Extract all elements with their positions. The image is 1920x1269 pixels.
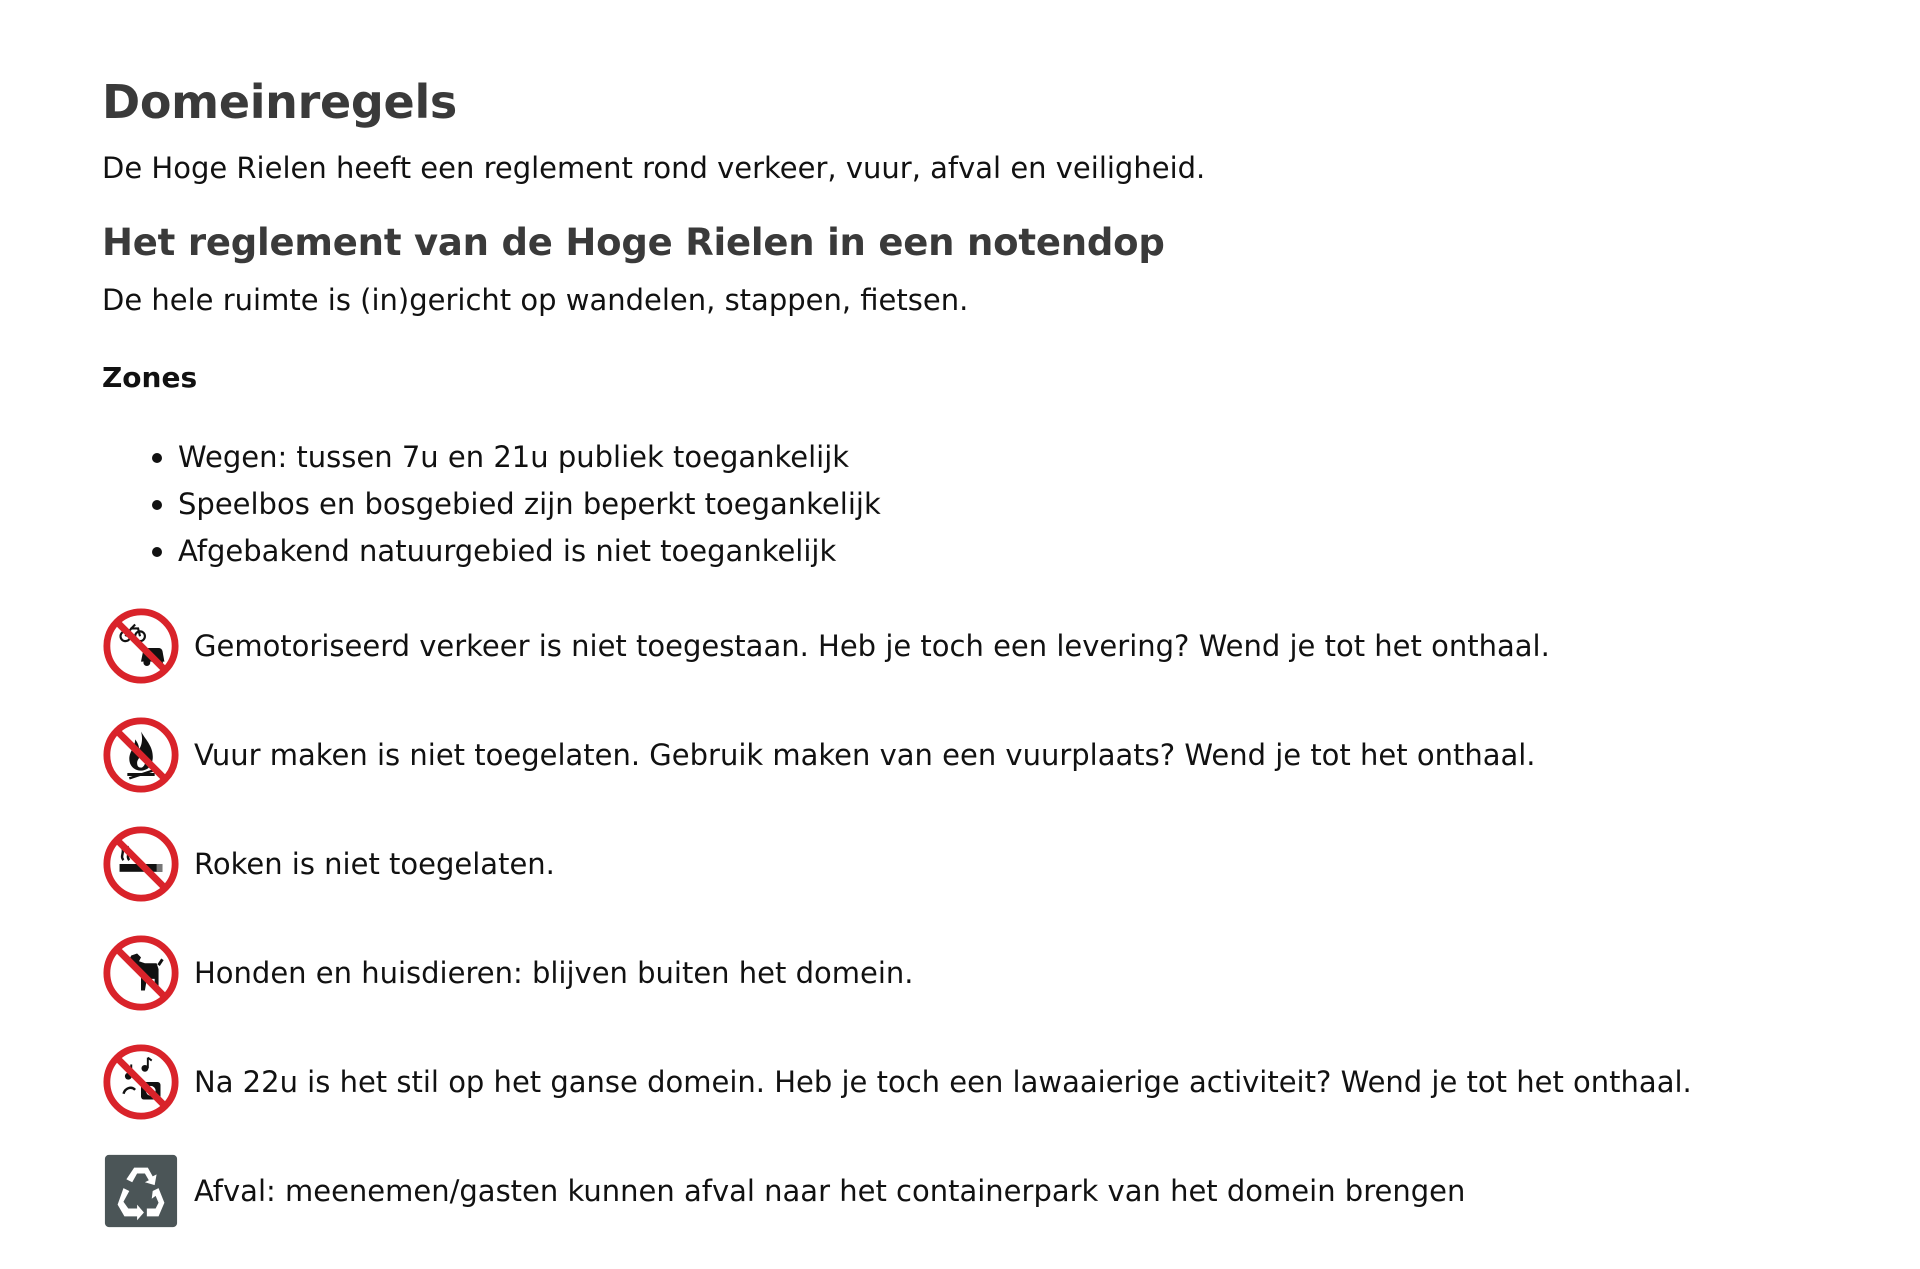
no-motor-vehicles-icon <box>102 607 180 685</box>
section-title: Het reglement van de Hoge Rielen in een notendop <box>102 221 1165 264</box>
list-item <box>152 434 1822 481</box>
list-item-text: Wegen: tussen 7u en 21u publiek toegankelijk <box>178 440 850 474</box>
no-fire-icon <box>102 716 180 794</box>
rule-text: Afval: meenemen/gasten kunnen afval naar het containerpark van het domein brengen <box>194 1174 1466 1208</box>
rule-row <box>102 1152 1822 1230</box>
list-item <box>152 481 1822 528</box>
rule-row <box>102 716 1822 794</box>
bullet-icon <box>152 500 162 510</box>
list-item-text: Afgebakend natuurgebied is niet toegankelijk <box>178 534 837 568</box>
rule-row <box>102 1043 1822 1121</box>
rule-text: Gemotoriseerd verkeer is niet toegestaan. Heb je toch een levering? Wend je tot het onthaal. <box>194 629 1550 663</box>
page-title: Domeinregels <box>102 75 457 129</box>
page-content <box>102 70 1822 1261</box>
bullet-icon <box>152 453 162 463</box>
list-item <box>152 528 1822 575</box>
intro-text: De Hoge Rielen heeft een reglement rond verkeer, vuur, afval en veiligheid. <box>102 151 1206 185</box>
rule-text: Honden en huisdieren: blijven buiten het domein. <box>194 956 914 990</box>
rule-text: Roken is niet toegelaten. <box>194 847 555 881</box>
zones-heading: Zones <box>102 361 198 394</box>
bullet-icon <box>152 547 162 557</box>
no-noise-icon <box>102 1043 180 1121</box>
list-item-text: Speelbos en bosgebied zijn beperkt toegankelijk <box>178 487 881 521</box>
rule-text: Vuur maken is niet toegelaten. Gebruik maken van een vuurplaats? Wend je tot het onthaal. <box>194 738 1536 772</box>
rules-list <box>102 607 1822 1230</box>
zones-list <box>102 434 1822 575</box>
no-smoking-icon <box>102 825 180 903</box>
rule-text: Na 22u is het stil op het ganse domein. Heb je toch een lawaaierige activiteit? Wend je tot het onthaal. <box>194 1065 1692 1099</box>
rule-row <box>102 607 1822 685</box>
rule-row <box>102 825 1822 903</box>
section-text: De hele ruimte is (in)gericht op wandelen, stappen, fietsen. <box>102 283 969 317</box>
no-dogs-icon <box>102 934 180 1012</box>
rule-row <box>102 934 1822 1012</box>
recycle-icon <box>102 1152 180 1230</box>
